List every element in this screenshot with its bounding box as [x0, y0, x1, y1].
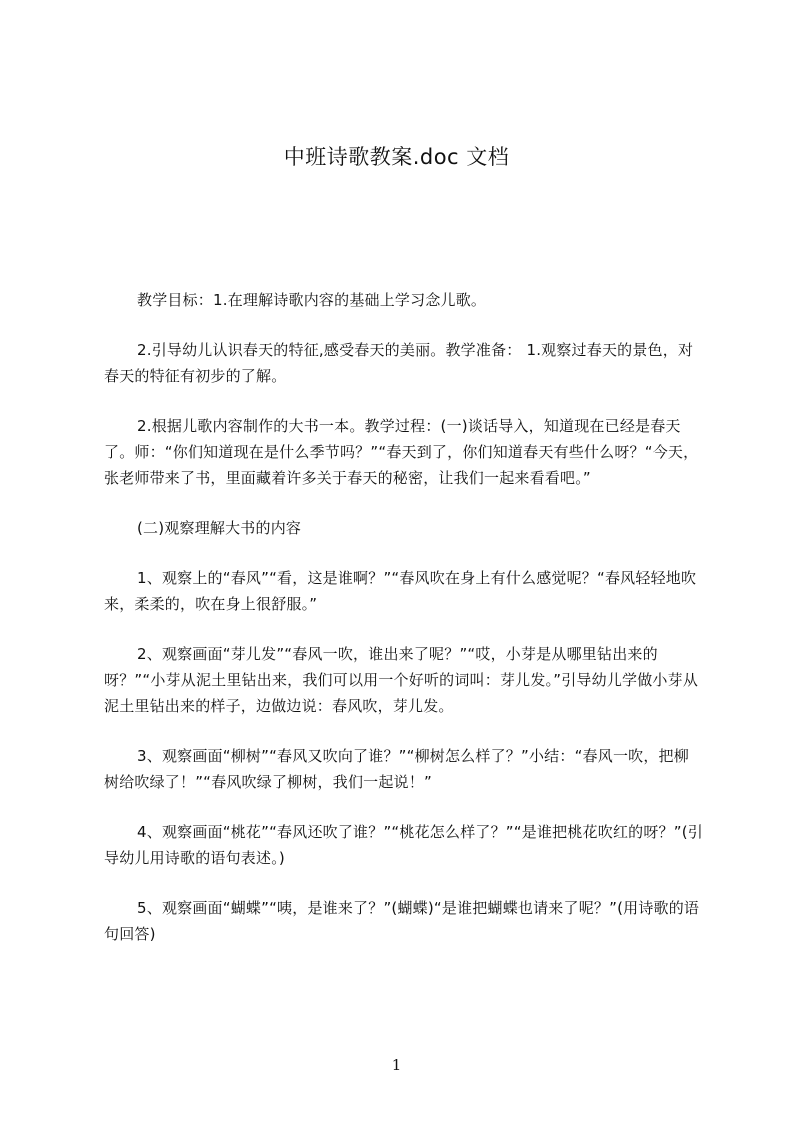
paragraph-teaching-goal: 教学目标：1.在理解诗歌内容的基础上学习念儿歌。	[137, 291, 487, 309]
paragraph-step-5: 5、观察画面“蝴蝶”“咦，是谁来了？”(蝴蝶)“是谁把蝴蝶也请来了呢？”(用诗歌的语句回答)	[104, 899, 700, 943]
paragraph-step-3: 3、观察画面“柳树”“春风又吹向了谁？”“柳树怎么样了？”小结：“春风一吹，把柳树给吹绿了！”“春风吹绿了柳树，我们一起说！”	[104, 747, 689, 791]
paragraph-process-intro: 2.根据儿歌内容制作的大书一本。教学过程：(一)谈话导入，知道现在已经是春天了。师：“你们知道现在是什么季节吗？”“春天到了，你们知道春天有些什么呀？“今天，张老师带来了书，里面藏着许多关于春天的秘密，让我们一起来看看吧。”	[104, 417, 699, 487]
page-number: 1	[391, 1056, 402, 1074]
paragraph-step-2: 2、观察画面“芽儿发”“春风一吹，谁出来了呢？”“哎，小芽是从哪里钻出来的呀？”“小芽从泥土里钻出来，我们可以用一个好听的词叫：芽儿发。”引导幼儿学做小芽从泥土里钻出来的样子，边做边说：春风吹，芽儿发。	[104, 645, 699, 715]
paragraph-section-two: (二)观察理解大书的内容	[137, 519, 302, 537]
document-title: 中班诗歌教案.doc 文档	[283, 145, 510, 169]
paragraph-step-1: 1、观察上的“春风”“看，这是谁啊？”“春风吹在身上有什么感觉呢？“春风轻轻地吹来，柔柔的，吹在身上很舒服。”	[104, 569, 697, 613]
document-body	[104, 287, 704, 971]
paragraph-preparation: 2.引导幼儿认识春天的特征,感受春天的美丽。教学准备： 1.观察过春天的景色，对春天的特征有初步的了解。	[104, 341, 694, 385]
paragraph-step-4: 4、观察画面“桃花”“春风还吹了谁？”“桃花怎么样了？”“是谁把桃花吹红的呀？”(引导幼儿用诗歌的语句表述。)	[104, 823, 703, 867]
